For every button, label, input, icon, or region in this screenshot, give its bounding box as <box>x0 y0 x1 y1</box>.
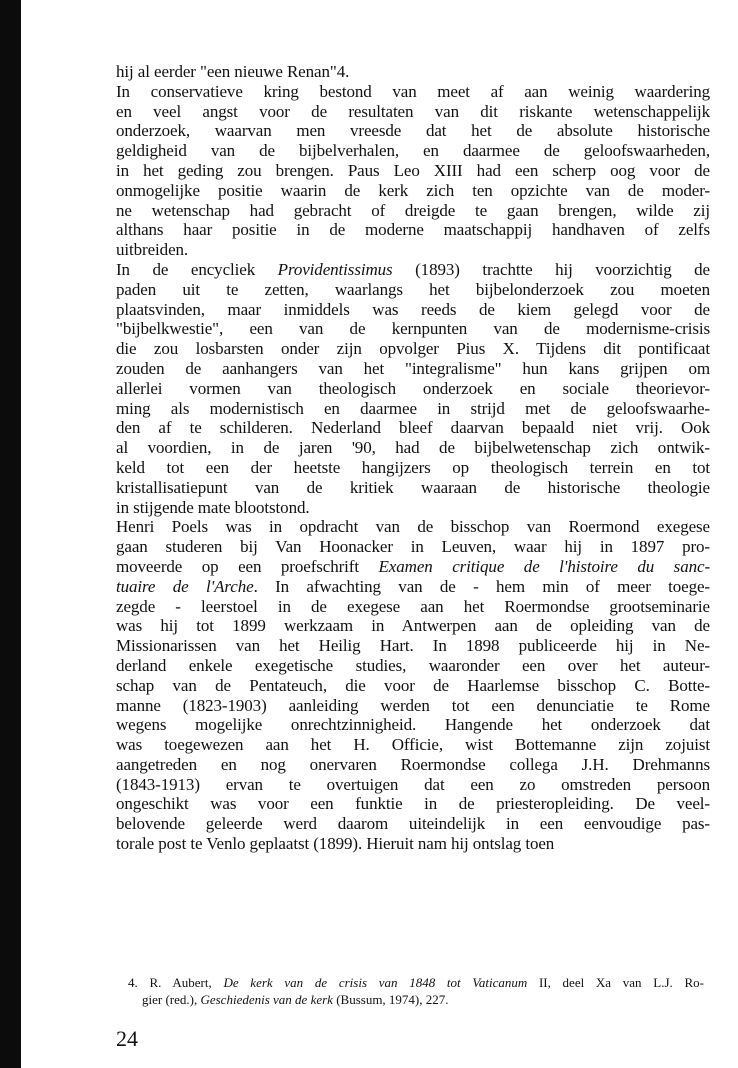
text-line <box>116 636 710 656</box>
text-line <box>116 102 710 122</box>
text-run: ne wetenschap had gebracht of dreigde te gaan brengen, wilde zij <box>116 200 710 220</box>
text-line <box>116 735 710 755</box>
italic-title: Geschiedenis van de kerk <box>200 992 333 1007</box>
text-run: was toegewezen aan het H. Officie, wist Bottemanne zijn zojuist <box>116 735 710 755</box>
text-line <box>116 775 710 795</box>
text-line <box>116 438 710 458</box>
text-line <box>116 280 710 300</box>
text-run: . In afwachting van de - hem min of meer toege- <box>253 576 710 596</box>
text-run: paden uit te zetten, waarlangs het bijbelonderzoek zou moeten <box>116 279 710 299</box>
text-run: ongeschikt was voor een funktie in de priesteropleiding. De veel- <box>116 794 710 814</box>
text-run: wegens mogelijke onrechtzinnigheid. Hangende het onderzoek dat <box>116 715 710 735</box>
text-line <box>116 300 710 320</box>
text-line <box>116 62 710 82</box>
text-line <box>116 656 710 676</box>
scan-edge-bar <box>0 0 21 1068</box>
text-line <box>116 834 710 854</box>
text-run: geldigheid van de bijbelverhalen, en daarmee de geloofswaarheden, <box>116 141 710 161</box>
text-run: keld tot een der heetste hangijzers op theologisch terrein en tot <box>116 457 710 477</box>
text-line <box>116 82 710 102</box>
text-line <box>116 141 710 161</box>
italic-title: tuaire de l'Arche <box>116 576 254 596</box>
text-run: schap van de Pentateuch, die voor de Haarlemse bisschop C. Botte- <box>116 675 710 695</box>
text-run: (1893) trachtte hij voorzichtig de <box>392 259 710 279</box>
text-run: Henri Poels was in opdracht van de bisschop van Roermond exegese <box>116 517 710 537</box>
text-run: gier (red.), <box>142 992 201 1007</box>
text-line <box>116 181 710 201</box>
text-run: manne (1823-1903) aanleiding werden tot een denunciatie te Rome <box>116 695 710 715</box>
text-line <box>116 240 710 260</box>
italic-title: Providentissimus <box>277 259 393 279</box>
text-run: II, deel Xa van L.J. Ro- <box>527 975 704 990</box>
text-run: (Bussum, 1974), 227. <box>332 992 449 1007</box>
text-run: die zou losbarsten onder zijn opvolger Pius X. Tijdens dit pontificaat <box>116 339 710 359</box>
text-line <box>116 260 710 280</box>
text-line <box>116 478 710 498</box>
text-run: in het geding zou brengen. Paus Leo XIII had een scherp oog voor de <box>116 160 710 180</box>
text-run: 4. R. Aubert, <box>128 975 224 990</box>
text-run: en veel angst voor de resultaten van dit riskante wetenschappelijk <box>116 101 710 121</box>
text-run: uitbreiden. <box>116 240 189 260</box>
text-line <box>116 616 710 636</box>
text-run: in stijgende mate blootstond. <box>116 497 310 517</box>
text-line <box>116 220 710 240</box>
italic-title: Examen critique de l'histoire du sanc- <box>378 556 711 576</box>
body-text <box>116 62 710 854</box>
text-run: Missionarissen van het Heilig Hart. In 1898 publiceerde hij in Ne- <box>116 636 710 656</box>
text-run: allerlei vormen van theologisch onderzoek en sociale theorievor- <box>116 378 710 398</box>
text-line <box>116 597 710 617</box>
text-run: onmogelijke positie waarin de kerk zich ten opzichte van de moder- <box>116 180 710 200</box>
text-line <box>116 399 710 419</box>
footnote <box>128 974 704 1008</box>
text-run: zegde - leerstoel in de exegese aan het Roermondse grootseminarie <box>116 596 710 616</box>
text-run: hij al eerder "een nieuwe Renan"4. <box>116 62 350 81</box>
text-run: den af te schilderen. Nederland bleef daarvan bepaald niet vrij. Ook <box>116 418 710 438</box>
paragraph <box>116 260 710 517</box>
text-line <box>116 339 710 359</box>
footnote-line <box>128 991 704 1008</box>
text-run: belovende geleerde werd daarom uiteindelijk in een eenvoudige pas- <box>116 814 710 834</box>
text-line <box>116 537 710 557</box>
text-run: al voordien, in de jaren '90, had de bijbelwetenschap zich ontwik- <box>116 438 710 458</box>
text-line <box>116 814 710 834</box>
text-run: "bijbelkwestie", een van de kernpunten van de modernisme-crisis <box>116 319 710 339</box>
italic-title: De kerk van de crisis van 1848 tot Vaticanum <box>223 975 528 990</box>
text-line <box>116 161 710 181</box>
footnote-line <box>128 974 704 991</box>
text-line <box>116 379 710 399</box>
text-line <box>116 418 710 438</box>
text-run: plaatsvinden, maar inmiddels was reeds de kiem gelegd voor de <box>116 299 710 319</box>
text-line <box>116 794 710 814</box>
page-number: 24 <box>116 1026 138 1051</box>
text-run: ming als modernistisch en daarmee in strijd met de geloofswaarhe- <box>116 398 710 418</box>
paragraph <box>116 517 710 854</box>
text-line <box>116 577 710 597</box>
text-line <box>116 498 710 518</box>
text-run: was hij tot 1899 werkzaam in Antwerpen aan de opleiding van de <box>116 616 710 636</box>
text-line <box>116 359 710 379</box>
text-run: In de encycliek <box>116 259 278 279</box>
text-run: derland enkele exegetische studies, waaronder een over het auteur- <box>116 655 710 675</box>
text-line <box>116 319 710 339</box>
text-run: zouden de aanhangers van het "integralisme" hun kans grijpen om <box>116 358 710 378</box>
text-run: In conservatieve kring bestond van meet af aan weinig waardering <box>116 81 710 101</box>
text-run: (1843-1913) ervan te overtuigen dat een zo omstreden persoon <box>116 774 710 794</box>
text-line <box>116 121 710 141</box>
text-line <box>116 517 710 537</box>
text-run: onderzoek, waarvan men vreesde dat het de absolute historische <box>116 121 710 141</box>
text-line <box>116 201 710 221</box>
text-run: moveerde op een proefschrift <box>116 556 379 576</box>
text-run: gaan studeren bij Van Hoonacker in Leuven, waar hij in 1897 pro- <box>116 537 710 557</box>
text-line <box>116 458 710 478</box>
text-line <box>116 557 710 577</box>
text-run: aangetreden en nog onervaren Roermondse collega J.H. Drehmanns <box>116 754 710 774</box>
text-line <box>116 755 710 775</box>
paragraph <box>116 62 710 82</box>
text-run: torale post te Venlo geplaatst (1899). Hieruit nam hij ontslag toen <box>116 834 555 854</box>
text-run: althans haar positie in de moderne maatschappij handhaven of zelfs <box>116 220 710 240</box>
text-line <box>116 715 710 735</box>
paragraph <box>116 82 710 260</box>
text-line <box>116 696 710 716</box>
text-line <box>116 676 710 696</box>
text-run: kristallisatiepunt van de kritiek waaraan de historische theologie <box>116 477 710 497</box>
